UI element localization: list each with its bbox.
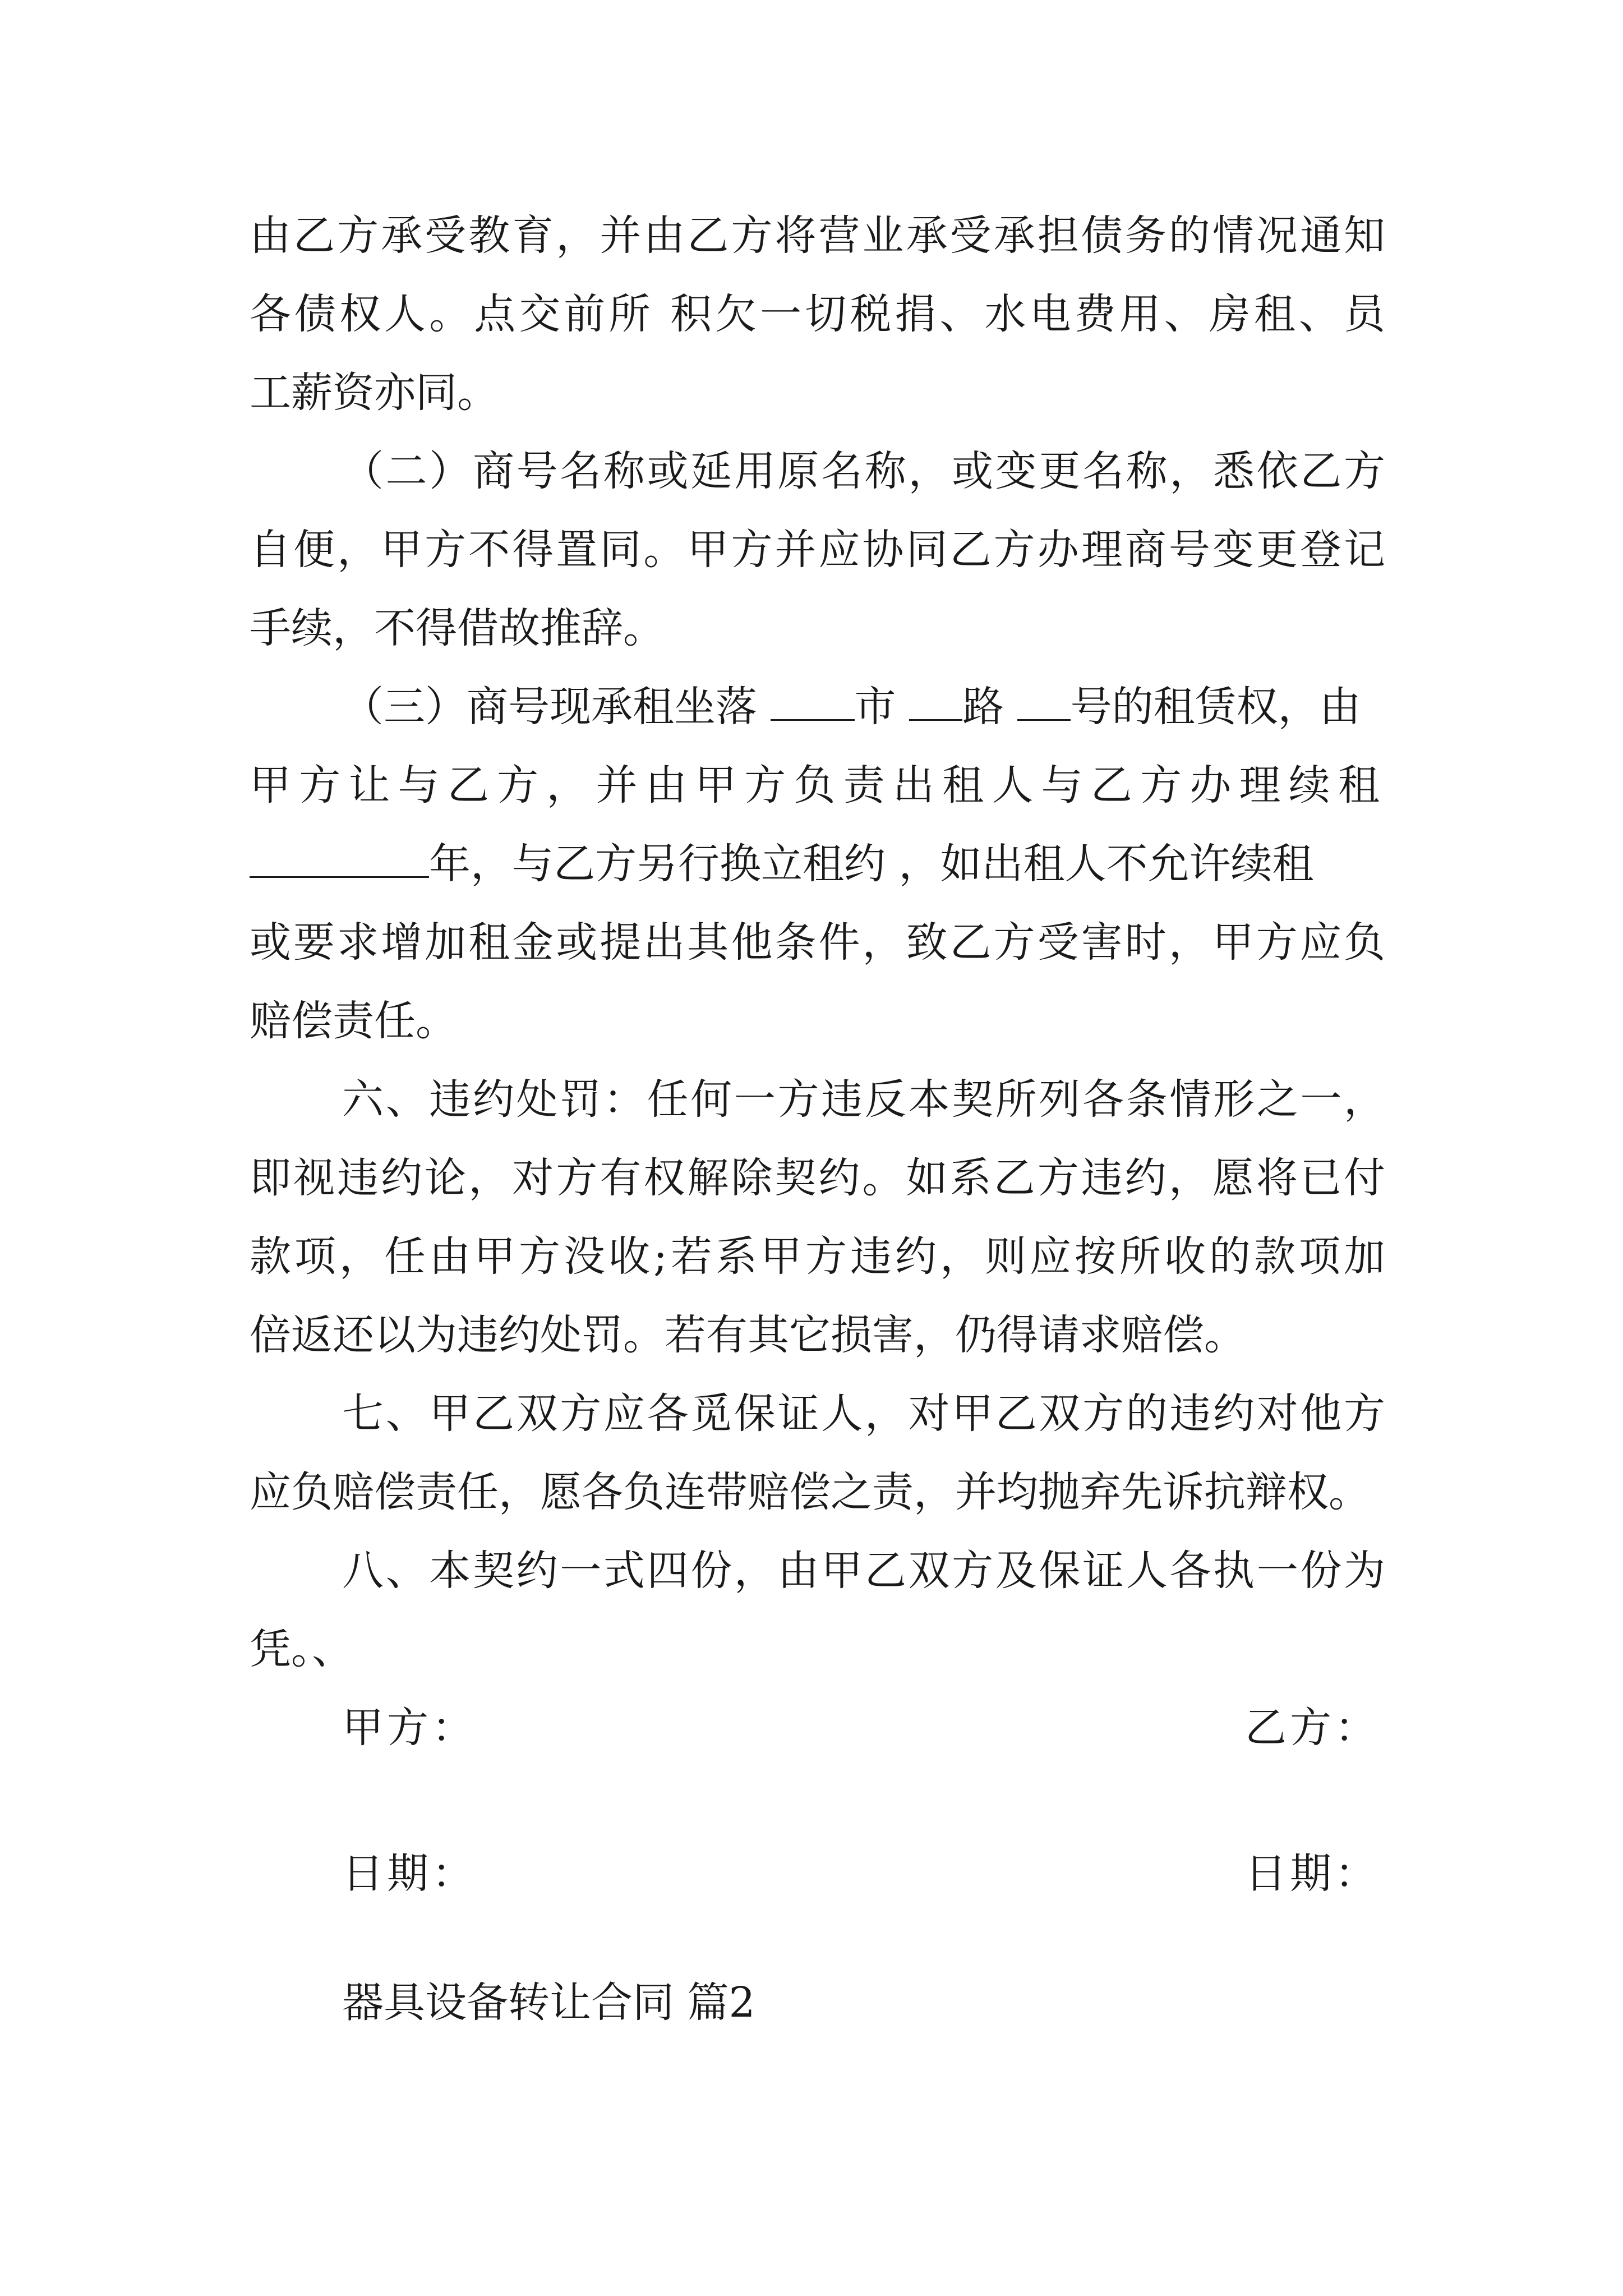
text-line: 自便，甲方不得置同。甲方并应协同乙方办理商号变更登记 [250,526,1385,574]
text-line: 六、违约处罚：任何一方违反本契所列各条情形之一， [342,1075,1385,1124]
party-b-label: 乙方： [1245,1704,1380,1752]
fill-blank [771,680,855,721]
date-a-label: 日期： [342,1849,477,1898]
text-line: 八、本契约一式四份，由甲乙双方及保证人各执一份为 [342,1547,1385,1595]
text-line: 即视违约论，对方有权解除契约。如系乙方违约，愿将已付 [250,1154,1385,1202]
text-segment: 路 [962,683,1004,731]
fill-blank [1017,680,1071,721]
text-line-with-blanks [250,836,1385,892]
text-line: 凭。、 [250,1625,353,1673]
text-line: 款项，任由甲方没收;若系甲方违约，则应按所收的款项加 [250,1232,1385,1281]
text-line: 工薪资亦同。 [250,369,499,417]
text-line-with-blanks [342,679,1385,735]
text-segment: 号的租赁权，由 [1070,683,1361,731]
fill-blank [250,837,429,878]
text-line: 手续，不得借故推辞。 [250,604,665,652]
text-line: （二）商号名称或延用原名称，或变更名称，悉依乙方 [342,447,1385,495]
text-segment: （三）商号现承租坐落 [342,683,757,731]
text-line: 甲方让与乙方，并由甲方负责出租人与乙方办理续租 [250,761,1385,809]
text-segment: 市 [854,683,896,731]
next-section-heading: 器具设备转让合同 篇2 [342,1978,755,2027]
text-line: 七、甲乙双方应各觅保证人，对甲乙双方的违约对他方 [342,1389,1385,1438]
text-line: 赔偿责任。 [250,997,457,1045]
text-line: 应负赔偿责任，愿各负连带赔偿之责，并均抛弃先诉抗辩权。 [250,1468,1370,1516]
party-a-label: 甲方： [342,1704,477,1752]
text-segment: 年，与乙方另行换立租约 ，如出租人不允许续租 [429,840,1314,888]
text-line: 由乙方承受教育，并由乙方将营业承受承担债务的情况通知 [250,211,1385,260]
text-line: 各债权人。点交前所 积欠一切税捐、水电费用、房租、员 [250,290,1385,338]
text-line: 或要求增加租金或提出其他条件，致乙方受害时，甲方应负 [250,918,1385,967]
fill-blank [909,680,962,721]
text-line: 倍返还以为违约处罚。若有其它损害，仍得请求赔偿。 [250,1311,1246,1359]
date-b-label: 日期： [1245,1849,1380,1898]
